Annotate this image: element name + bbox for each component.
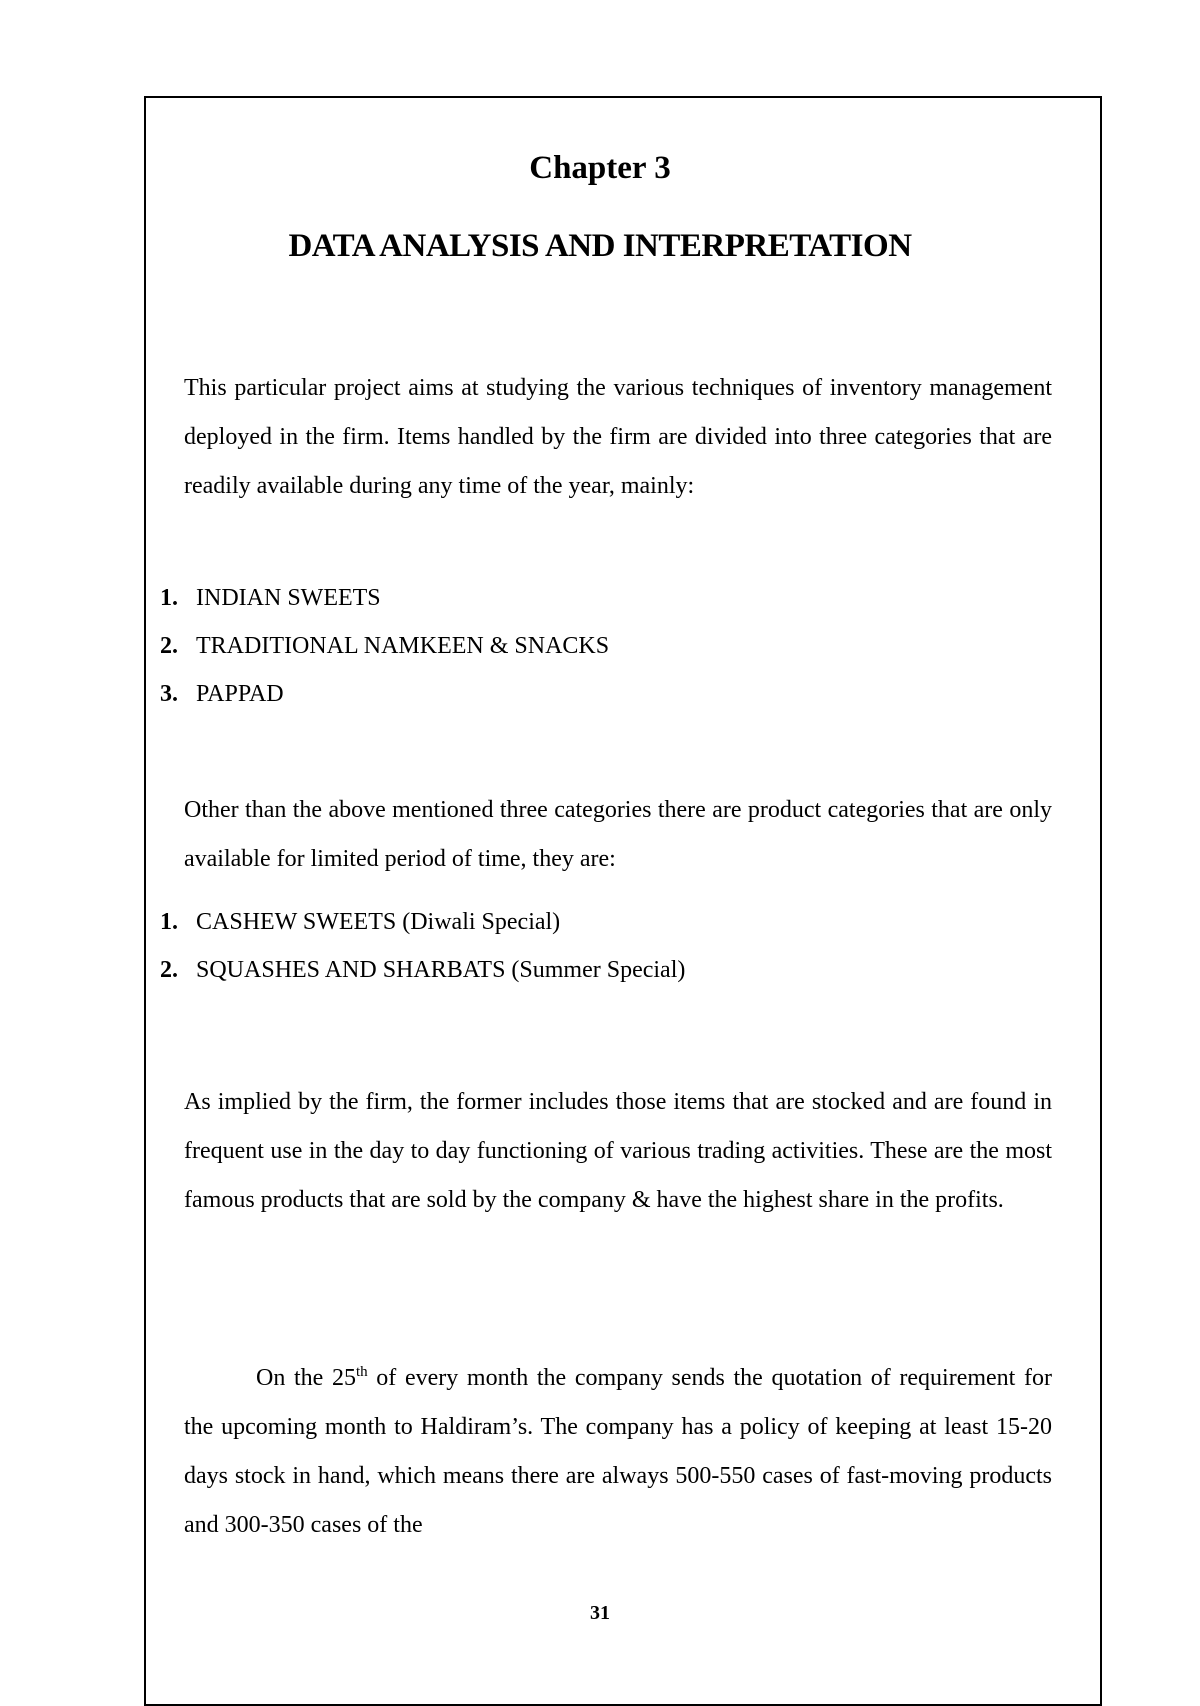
list-item-text: CASHEW SWEETS (Diwali Special): [196, 909, 561, 935]
list-item-number: 3.: [160, 681, 178, 707]
regular-categories-list: [160, 574, 609, 718]
intro-paragraph: This particular project aims at studying the various techniques of inventory management deployed in the firm. Items handled by the firm are divided into three categories that are readily available during any time of the year, mainly:: [184, 375, 1052, 499]
ordinal-suffix: th: [355, 1364, 368, 1380]
limited-period-paragraph: Other than the above mentioned three categories there are product categories that are only available for limited period of time, they are:: [184, 797, 1052, 872]
section-title: DATA ANALYSIS AND INTERPRETATION: [288, 228, 912, 264]
page-number: 31: [590, 1602, 610, 1624]
list-item-number: 1.: [160, 909, 178, 935]
chapter-title: Chapter 3: [529, 150, 671, 186]
list-item-number: 2.: [160, 957, 178, 983]
list-item: [160, 946, 685, 994]
quotation-paragraph: [184, 1354, 1052, 1550]
former-items-paragraph: As implied by the firm, the former includes those items that are stocked and are found in frequent use in the day to day functioning of various trading activities. These are the most famous products that are sold by the company & have the highest share in the profits.: [184, 1089, 1052, 1213]
list-item-number: 1.: [160, 585, 178, 611]
quotation-text-start: On the 25: [256, 1365, 356, 1391]
list-item-text: PAPPAD: [196, 681, 284, 707]
seasonal-categories-list: [160, 898, 685, 994]
list-item: [160, 622, 609, 670]
list-item-number: 2.: [160, 633, 178, 659]
list-item: [160, 670, 609, 718]
list-item: [160, 898, 685, 946]
list-item-text: TRADITIONAL NAMKEEN & SNACKS: [196, 633, 610, 659]
list-item-text: SQUASHES AND SHARBATS (Summer Special): [196, 957, 686, 983]
list-item: [160, 574, 609, 622]
list-item-text: INDIAN SWEETS: [196, 585, 381, 611]
quotation-text-rest: of every month the company sends the quotation of requirement for the upcoming month to Haldiram’s. The company has a policy of keeping at least 15-20 days stock in hand, which means there are always 500-550 cases of fast-moving products and 300-350 cases of the: [184, 1365, 1052, 1538]
